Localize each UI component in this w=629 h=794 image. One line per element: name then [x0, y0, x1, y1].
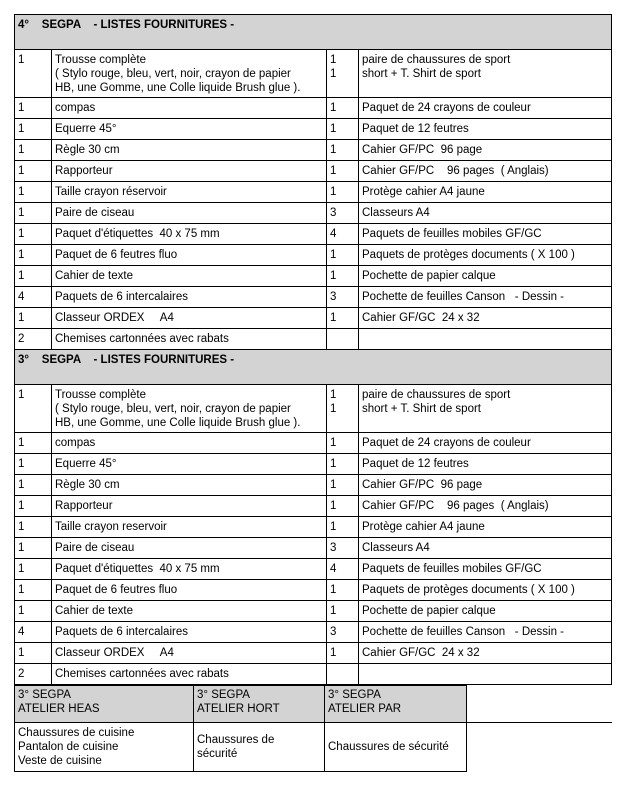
table-row: [15, 203, 612, 224]
qty-cell: 1: [327, 496, 359, 517]
item-cell: Cahier GF/PC 96 page: [359, 475, 612, 496]
qty-cell: 4: [327, 224, 359, 245]
table-row: [15, 182, 612, 203]
item-cell: Règle 30 cm: [52, 140, 327, 161]
item-cell: Cahier GF/PC 96 pages ( Anglais): [359, 161, 612, 182]
item-cell: Pochette de papier calque: [359, 266, 612, 287]
item-cell: Paquets de 6 intercalaires: [52, 287, 327, 308]
atelier-header-line: ATELIER HEAS: [18, 703, 100, 715]
item-cell: Paquet de 6 feutres fluo: [52, 245, 327, 266]
qty-cell: [327, 329, 359, 350]
item-cell: Paquet de 24 crayons de couleur: [359, 98, 612, 119]
qty-cell: 4: [327, 559, 359, 580]
item-line: short + T. Shirt de sport: [362, 403, 481, 415]
atelier-equipment-line: Chaussures de cuisine: [18, 727, 135, 739]
item-cell: Chemises cartonnées avec rabats: [52, 329, 327, 350]
qty-cell: 1: [15, 203, 52, 224]
supply-list-page: [14, 14, 611, 772]
table-row: [15, 538, 612, 559]
qty-cell: 1: [15, 266, 52, 287]
item-cell: compas: [52, 433, 327, 454]
table-row: [15, 140, 612, 161]
atelier-header: [325, 686, 467, 723]
qty-cell: [327, 50, 359, 98]
item-cell: Pochette de feuilles Canson - Dessin -: [359, 287, 612, 308]
qty-cell: 1: [15, 454, 52, 475]
qty-cell: 1: [15, 161, 52, 182]
table-row: [15, 266, 612, 287]
item-cell: [52, 50, 327, 98]
qty-cell: 1: [327, 433, 359, 454]
qty-cell: 1: [327, 245, 359, 266]
item-cell: Classeurs A4: [359, 538, 612, 559]
table-row: [15, 475, 612, 496]
item-cell: [52, 385, 327, 433]
qty-cell: 1: [15, 496, 52, 517]
item-cell: Equerre 45°: [52, 119, 327, 140]
qty-cell: 1: [15, 433, 52, 454]
item-cell: Classeur ORDEX A4: [52, 308, 327, 329]
item-cell: Classeurs A4: [359, 203, 612, 224]
item-cell: Paquets de 6 intercalaires: [52, 622, 327, 643]
item-cell: Protège cahier A4 jaune: [359, 517, 612, 538]
item-cell: Paquets de feuilles mobiles GF/GC: [359, 559, 612, 580]
item-cell: Taille crayon réservoir: [52, 182, 327, 203]
qty-cell: 2: [15, 664, 52, 685]
item-cell: Cahier de texte: [52, 601, 327, 622]
section-title: 3° SEGPA - LISTES FOURNITURES -: [15, 350, 612, 385]
item-cell: [359, 329, 612, 350]
qty-cell: 4: [15, 287, 52, 308]
section-title: 4° SEGPA - LISTES FOURNITURES -: [15, 15, 612, 50]
item-cell: Chemises cartonnées avec rabats: [52, 664, 327, 685]
qty-cell: 1: [327, 308, 359, 329]
table-row: [15, 50, 612, 98]
item-cell: Paquet de 6 feutres fluo: [52, 580, 327, 601]
qty-cell: 1: [15, 580, 52, 601]
item-cell: [359, 50, 612, 98]
item-cell: Paquet d'étiquettes 40 x 75 mm: [52, 559, 327, 580]
qty-cell: 1: [15, 50, 52, 98]
qty-cell: 4: [15, 622, 52, 643]
table-row: [15, 664, 612, 685]
qty-cell: 1: [327, 119, 359, 140]
qty-line: 1: [330, 403, 337, 415]
qty-cell: 1: [15, 98, 52, 119]
qty-cell: [327, 385, 359, 433]
qty-cell: 1: [327, 454, 359, 475]
section-header-row: [15, 15, 612, 50]
qty-cell: 1: [327, 475, 359, 496]
atelier-equipment: [325, 723, 467, 772]
table-row: [15, 245, 612, 266]
item-line: HB, une Gomme, une Colle liquide Brush glue ).: [55, 417, 301, 429]
atelier-header: [194, 686, 325, 723]
item-line: ( Stylo rouge, bleu, vert, noir, crayon de papier: [55, 403, 291, 415]
qty-cell: 1: [327, 266, 359, 287]
qty-cell: 1: [327, 643, 359, 664]
item-cell: Cahier GF/GC 24 x 32: [359, 643, 612, 664]
table-row: [15, 601, 612, 622]
qty-line: 1: [330, 68, 337, 80]
atelier-equipment-line: Veste de cuisine: [18, 755, 102, 767]
item-cell: [359, 385, 612, 433]
item-cell: Paquet de 12 feutres: [359, 119, 612, 140]
qty-cell: 1: [327, 580, 359, 601]
item-cell: Paquets de feuilles mobiles GF/GC: [359, 224, 612, 245]
item-line: paire de chaussures de sport: [362, 54, 511, 66]
item-cell: compas: [52, 98, 327, 119]
atelier-header: [15, 686, 194, 723]
item-cell: Cahier GF/PC 96 pages ( Anglais): [359, 496, 612, 517]
qty-cell: 1: [15, 308, 52, 329]
atelier-equipment: [15, 723, 194, 772]
atelier-header-line: 3° SEGPA: [328, 689, 381, 701]
table-row: [15, 559, 612, 580]
qty-cell: 1: [15, 475, 52, 496]
atelier-equipment-line: Pantalon de cuisine: [18, 741, 119, 753]
table-row: [15, 433, 612, 454]
qty-cell: 1: [15, 224, 52, 245]
atelier-equipment: [194, 723, 325, 772]
qty-cell: 1: [15, 538, 52, 559]
qty-cell: 1: [327, 601, 359, 622]
item-line: short + T. Shirt de sport: [362, 68, 481, 80]
table-row: [15, 224, 612, 245]
atelier-equipment-line: sécurité: [197, 748, 238, 760]
table-row: [15, 385, 612, 433]
table-row: [15, 308, 612, 329]
atelier-equipment-line: Chaussures de: [197, 734, 275, 746]
qty-cell: 1: [327, 182, 359, 203]
section-header-row: [15, 350, 612, 385]
qty-cell: 1: [327, 98, 359, 119]
qty-cell: [327, 664, 359, 685]
atelier-header-line: 3° SEGPA: [197, 689, 250, 701]
atelier-header-row: [15, 686, 612, 723]
item-cell: Cahier GF/GC 24 x 32: [359, 308, 612, 329]
atelier-header-line: 3° SEGPA: [18, 689, 71, 701]
table-row: [15, 98, 612, 119]
qty-cell: 1: [327, 140, 359, 161]
qty-cell: 2: [15, 329, 52, 350]
qty-line: 1: [330, 389, 337, 401]
table-row: [15, 454, 612, 475]
item-cell: Paquet d'étiquettes 40 x 75 mm: [52, 224, 327, 245]
item-cell: Cahier de texte: [52, 266, 327, 287]
qty-cell: 1: [15, 559, 52, 580]
item-cell: Paquet de 12 feutres: [359, 454, 612, 475]
item-cell: Rapporteur: [52, 161, 327, 182]
qty-cell: 1: [327, 161, 359, 182]
table-row: [15, 622, 612, 643]
atelier-body-row: [15, 723, 612, 772]
table-row: [15, 517, 612, 538]
item-cell: Paquets de protèges documents ( X 100 ): [359, 580, 612, 601]
table-row: [15, 580, 612, 601]
qty-cell: 1: [15, 517, 52, 538]
qty-cell: 1: [15, 385, 52, 433]
qty-cell: 1: [15, 245, 52, 266]
item-cell: Paire de ciseau: [52, 538, 327, 559]
table-row: [15, 496, 612, 517]
item-cell: Equerre 45°: [52, 454, 327, 475]
item-cell: Cahier GF/PC 96 page: [359, 140, 612, 161]
item-cell: [359, 664, 612, 685]
atelier-header-line: ATELIER PAR: [328, 703, 402, 715]
supply-table: [14, 14, 612, 685]
item-cell: Protège cahier A4 jaune: [359, 182, 612, 203]
item-line: paire de chaussures de sport: [362, 389, 511, 401]
qty-cell: 3: [327, 203, 359, 224]
qty-cell: 1: [15, 182, 52, 203]
qty-cell: 1: [327, 517, 359, 538]
item-cell: Règle 30 cm: [52, 475, 327, 496]
item-cell: Pochette de papier calque: [359, 601, 612, 622]
item-cell: Rapporteur: [52, 496, 327, 517]
qty-cell: 1: [15, 140, 52, 161]
item-line: Trousse complète: [55, 54, 146, 66]
item-line: ( Stylo rouge, bleu, vert, noir, crayon de papier: [55, 68, 291, 80]
blank-cell: [467, 723, 612, 772]
item-cell: Paire de ciseau: [52, 203, 327, 224]
table-row: [15, 643, 612, 664]
item-cell: Taille crayon reservoir: [52, 517, 327, 538]
table-row: [15, 287, 612, 308]
table-row: [15, 161, 612, 182]
qty-cell: 1: [15, 601, 52, 622]
qty-cell: 1: [15, 119, 52, 140]
item-cell: Classeur ORDEX A4: [52, 643, 327, 664]
qty-cell: 3: [327, 622, 359, 643]
item-cell: Pochette de feuilles Canson - Dessin -: [359, 622, 612, 643]
qty-cell: 3: [327, 538, 359, 559]
table-row: [15, 119, 612, 140]
qty-line: 1: [330, 54, 337, 66]
item-cell: Paquet de 24 crayons de couleur: [359, 433, 612, 454]
blank-cell: [467, 686, 612, 723]
qty-cell: 1: [15, 643, 52, 664]
item-line: Trousse complète: [55, 389, 146, 401]
atelier-equipment-line: Chaussures de sécurité: [328, 741, 449, 753]
item-cell: Paquets de protèges documents ( X 100 ): [359, 245, 612, 266]
item-line: HB, une Gomme, une Colle liquide Brush glue ).: [55, 82, 301, 94]
qty-cell: 3: [327, 287, 359, 308]
table-row: [15, 329, 612, 350]
atelier-table: [14, 685, 612, 772]
atelier-header-line: ATELIER HORT: [197, 703, 280, 715]
